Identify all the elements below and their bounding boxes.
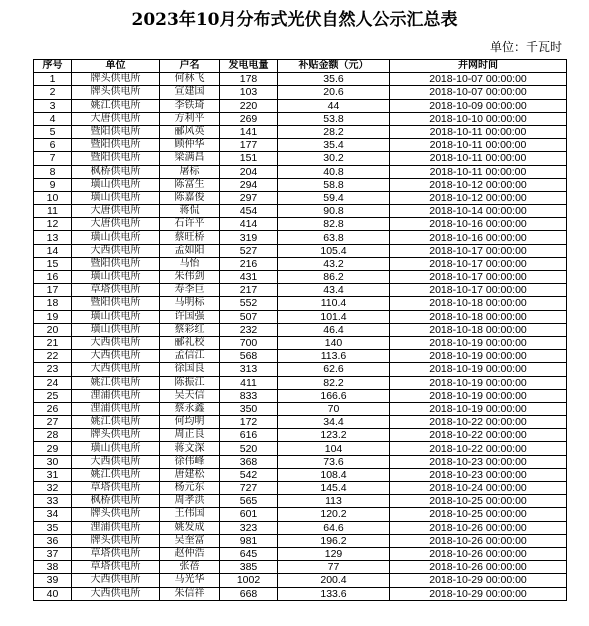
cell-account-name: 朱信祥 — [160, 587, 220, 600]
cell-account-name: 周正良 — [160, 429, 220, 442]
cell-generation: 527 — [220, 244, 278, 257]
cell-generation: 981 — [220, 534, 278, 547]
cell-grid-time: 2018-10-19 00:00:00 — [390, 402, 567, 415]
cell-account-name: 吴天信 — [160, 389, 220, 402]
cell-account-name: 徐国良 — [160, 363, 220, 376]
cell-subsidy: 58.8 — [278, 178, 390, 191]
cell-subsidy: 35.6 — [278, 73, 390, 86]
cell-subsidy: 145.4 — [278, 482, 390, 495]
cell-index: 25 — [34, 389, 72, 402]
cell-grid-time: 2018-10-19 00:00:00 — [390, 376, 567, 389]
unit-label: 单位：千瓦时 — [489, 40, 562, 54]
table-row — [34, 323, 567, 336]
cell-grid-time: 2018-10-14 00:00:00 — [390, 205, 567, 218]
cell-subsidy: 40.8 — [278, 165, 390, 178]
cell-unit: 璜山供电所 — [72, 178, 160, 191]
cell-account-name: 石许平 — [160, 218, 220, 231]
cell-generation: 727 — [220, 482, 278, 495]
cell-subsidy: 140 — [278, 336, 390, 349]
cell-grid-time: 2018-10-26 00:00:00 — [390, 534, 567, 547]
cell-grid-time: 2018-10-29 00:00:00 — [390, 587, 567, 600]
cell-unit: 枫桥供电所 — [72, 165, 160, 178]
cell-index: 27 — [34, 416, 72, 429]
cell-index: 14 — [34, 244, 72, 257]
cell-index: 9 — [34, 178, 72, 191]
cell-subsidy: 90.8 — [278, 205, 390, 218]
cell-account-name: 蒋文深 — [160, 442, 220, 455]
cell-unit: 璜山供电所 — [72, 191, 160, 204]
cell-account-name: 许国强 — [160, 310, 220, 323]
cell-account-name: 孟信江 — [160, 350, 220, 363]
cell-account-name: 徐伟峰 — [160, 455, 220, 468]
cell-index: 7 — [34, 152, 72, 165]
cell-account-name: 陈嘉俊 — [160, 191, 220, 204]
cell-generation: 601 — [220, 508, 278, 521]
cell-grid-time: 2018-10-18 00:00:00 — [390, 323, 567, 336]
cell-generation: 294 — [220, 178, 278, 191]
cell-account-name: 吴奎富 — [160, 534, 220, 547]
cell-generation: 319 — [220, 231, 278, 244]
table-row — [34, 112, 567, 125]
cell-subsidy: 28.2 — [278, 125, 390, 138]
table-row — [34, 99, 567, 112]
cell-subsidy: 82.2 — [278, 376, 390, 389]
cell-generation: 411 — [220, 376, 278, 389]
cell-grid-time: 2018-10-24 00:00:00 — [390, 482, 567, 495]
cell-index: 2 — [34, 86, 72, 99]
table-row — [34, 231, 567, 244]
cell-grid-time: 2018-10-22 00:00:00 — [390, 429, 567, 442]
cell-grid-time: 2018-10-11 00:00:00 — [390, 125, 567, 138]
table-row — [34, 297, 567, 310]
cell-index: 15 — [34, 257, 72, 270]
cell-generation: 431 — [220, 271, 278, 284]
cell-account-name: 蔡旺桥 — [160, 231, 220, 244]
cell-account-name: 姚发成 — [160, 521, 220, 534]
cell-account-name: 蔡永鑫 — [160, 402, 220, 415]
cell-account-name: 屠标 — [160, 165, 220, 178]
table-row — [34, 482, 567, 495]
cell-unit: 姚江供电所 — [72, 99, 160, 112]
cell-unit: 暨阳供电所 — [72, 125, 160, 138]
table-row — [34, 257, 567, 270]
cell-index: 31 — [34, 468, 72, 481]
cell-generation: 668 — [220, 587, 278, 600]
header-index: 序号 — [34, 60, 72, 73]
cell-index: 20 — [34, 323, 72, 336]
cell-grid-time: 2018-10-25 00:00:00 — [390, 495, 567, 508]
cell-account-name: 郦礼校 — [160, 336, 220, 349]
cell-index: 32 — [34, 482, 72, 495]
cell-unit: 草塔供电所 — [72, 482, 160, 495]
cell-index: 24 — [34, 376, 72, 389]
cell-generation: 313 — [220, 363, 278, 376]
cell-unit: 浬浦供电所 — [72, 521, 160, 534]
cell-account-name: 方利平 — [160, 112, 220, 125]
cell-generation: 141 — [220, 125, 278, 138]
cell-subsidy: 43.2 — [278, 257, 390, 270]
cell-generation: 269 — [220, 112, 278, 125]
cell-unit: 浬浦供电所 — [72, 389, 160, 402]
header-unit: 单位 — [72, 60, 160, 73]
cell-index: 19 — [34, 310, 72, 323]
cell-unit: 璜山供电所 — [72, 271, 160, 284]
cell-index: 29 — [34, 442, 72, 455]
cell-subsidy: 53.8 — [278, 112, 390, 125]
table-row — [34, 574, 567, 587]
page-title: 2023年10月分布式光伏自然人公示汇总表 — [131, 10, 458, 30]
cell-index: 8 — [34, 165, 72, 178]
table-row — [34, 455, 567, 468]
cell-generation: 297 — [220, 191, 278, 204]
cell-unit: 牌头供电所 — [72, 508, 160, 521]
cell-generation: 172 — [220, 416, 278, 429]
cell-index: 13 — [34, 231, 72, 244]
cell-account-name: 顾仲华 — [160, 139, 220, 152]
cell-index: 10 — [34, 191, 72, 204]
cell-index: 26 — [34, 402, 72, 415]
table-row — [34, 429, 567, 442]
table-row — [34, 165, 567, 178]
cell-unit: 牌头供电所 — [72, 86, 160, 99]
table-row — [34, 561, 567, 574]
cell-grid-time: 2018-10-17 00:00:00 — [390, 257, 567, 270]
cell-subsidy: 129 — [278, 547, 390, 560]
cell-subsidy: 113.6 — [278, 350, 390, 363]
cell-subsidy: 113 — [278, 495, 390, 508]
summary-table — [33, 59, 567, 601]
cell-generation: 385 — [220, 561, 278, 574]
cell-generation: 552 — [220, 297, 278, 310]
cell-subsidy: 133.6 — [278, 587, 390, 600]
table-row — [34, 416, 567, 429]
cell-unit: 暨阳供电所 — [72, 257, 160, 270]
cell-account-name: 李铁琦 — [160, 99, 220, 112]
cell-unit: 大西供电所 — [72, 587, 160, 600]
cell-grid-time: 2018-10-17 00:00:00 — [390, 271, 567, 284]
cell-generation: 217 — [220, 284, 278, 297]
cell-grid-time: 2018-10-12 00:00:00 — [390, 178, 567, 191]
table-row — [34, 205, 567, 218]
cell-subsidy: 64.6 — [278, 521, 390, 534]
cell-generation: 216 — [220, 257, 278, 270]
cell-unit: 大唐供电所 — [72, 205, 160, 218]
cell-generation: 1002 — [220, 574, 278, 587]
cell-subsidy: 43.4 — [278, 284, 390, 297]
cell-unit: 大西供电所 — [72, 455, 160, 468]
cell-generation: 507 — [220, 310, 278, 323]
cell-index: 4 — [34, 112, 72, 125]
cell-account-name: 蔡彩红 — [160, 323, 220, 336]
cell-subsidy: 62.6 — [278, 363, 390, 376]
cell-unit: 大西供电所 — [72, 363, 160, 376]
cell-grid-time: 2018-10-10 00:00:00 — [390, 112, 567, 125]
cell-grid-time: 2018-10-18 00:00:00 — [390, 310, 567, 323]
header-grid-time: 并网时间 — [390, 60, 567, 73]
cell-grid-time: 2018-10-16 00:00:00 — [390, 218, 567, 231]
cell-index: 3 — [34, 99, 72, 112]
cell-subsidy: 86.2 — [278, 271, 390, 284]
table-row — [34, 534, 567, 547]
cell-subsidy: 44 — [278, 99, 390, 112]
cell-index: 23 — [34, 363, 72, 376]
cell-unit: 暨阳供电所 — [72, 139, 160, 152]
cell-subsidy: 63.8 — [278, 231, 390, 244]
cell-account-name: 马怡 — [160, 257, 220, 270]
table-row — [34, 363, 567, 376]
cell-subsidy: 35.4 — [278, 139, 390, 152]
cell-unit: 大唐供电所 — [72, 218, 160, 231]
cell-subsidy: 34.4 — [278, 416, 390, 429]
cell-grid-time: 2018-10-26 00:00:00 — [390, 547, 567, 560]
cell-account-name: 马光华 — [160, 574, 220, 587]
cell-index: 33 — [34, 495, 72, 508]
table-row — [34, 125, 567, 138]
cell-unit: 大西供电所 — [72, 244, 160, 257]
cell-subsidy: 108.4 — [278, 468, 390, 481]
cell-grid-time: 2018-10-12 00:00:00 — [390, 191, 567, 204]
cell-generation: 220 — [220, 99, 278, 112]
cell-grid-time: 2018-10-11 00:00:00 — [390, 165, 567, 178]
cell-account-name: 陈富生 — [160, 178, 220, 191]
cell-grid-time: 2018-10-19 00:00:00 — [390, 389, 567, 402]
table-row — [34, 178, 567, 191]
cell-index: 35 — [34, 521, 72, 534]
cell-unit: 浬浦供电所 — [72, 402, 160, 415]
cell-unit: 枫桥供电所 — [72, 495, 160, 508]
cell-unit: 草塔供电所 — [72, 561, 160, 574]
cell-subsidy: 166.6 — [278, 389, 390, 402]
header-account-name: 户名 — [160, 60, 220, 73]
cell-grid-time: 2018-10-29 00:00:00 — [390, 574, 567, 587]
cell-index: 11 — [34, 205, 72, 218]
table-row — [34, 152, 567, 165]
cell-unit: 姚江供电所 — [72, 376, 160, 389]
cell-grid-time: 2018-10-07 00:00:00 — [390, 86, 567, 99]
cell-index: 34 — [34, 508, 72, 521]
cell-subsidy: 110.4 — [278, 297, 390, 310]
cell-account-name: 寿李巨 — [160, 284, 220, 297]
cell-account-name: 张蓓 — [160, 561, 220, 574]
cell-generation: 368 — [220, 455, 278, 468]
cell-unit: 牌头供电所 — [72, 73, 160, 86]
cell-unit: 大唐供电所 — [72, 112, 160, 125]
cell-subsidy: 30.2 — [278, 152, 390, 165]
cell-index: 5 — [34, 125, 72, 138]
cell-generation: 700 — [220, 336, 278, 349]
cell-unit: 牌头供电所 — [72, 429, 160, 442]
cell-account-name: 何林飞 — [160, 73, 220, 86]
cell-unit: 草塔供电所 — [72, 284, 160, 297]
cell-account-name: 朱伟剑 — [160, 271, 220, 284]
cell-unit: 姚江供电所 — [72, 468, 160, 481]
cell-grid-time: 2018-10-09 00:00:00 — [390, 99, 567, 112]
table-row — [34, 350, 567, 363]
cell-subsidy: 70 — [278, 402, 390, 415]
cell-grid-time: 2018-10-18 00:00:00 — [390, 297, 567, 310]
cell-subsidy: 82.8 — [278, 218, 390, 231]
cell-grid-time: 2018-10-23 00:00:00 — [390, 455, 567, 468]
table-row — [34, 508, 567, 521]
cell-generation: 103 — [220, 86, 278, 99]
table-row — [34, 284, 567, 297]
cell-unit: 姚江供电所 — [72, 416, 160, 429]
cell-generation: 568 — [220, 350, 278, 363]
cell-generation: 565 — [220, 495, 278, 508]
cell-index: 22 — [34, 350, 72, 363]
cell-generation: 350 — [220, 402, 278, 415]
cell-subsidy: 120.2 — [278, 508, 390, 521]
cell-grid-time: 2018-10-22 00:00:00 — [390, 442, 567, 455]
cell-grid-time: 2018-10-17 00:00:00 — [390, 244, 567, 257]
cell-grid-time: 2018-10-26 00:00:00 — [390, 521, 567, 534]
cell-subsidy: 46.4 — [278, 323, 390, 336]
header-subsidy: 补贴金额（元） — [278, 60, 390, 73]
table-row — [34, 73, 567, 86]
cell-subsidy: 200.4 — [278, 574, 390, 587]
cell-unit: 大西供电所 — [72, 350, 160, 363]
table-row — [34, 376, 567, 389]
cell-grid-time: 2018-10-17 00:00:00 — [390, 284, 567, 297]
cell-account-name: 郦风英 — [160, 125, 220, 138]
table-row — [34, 587, 567, 600]
cell-account-name: 何均明 — [160, 416, 220, 429]
cell-account-name: 梁满昌 — [160, 152, 220, 165]
cell-account-name: 唐建松 — [160, 468, 220, 481]
cell-unit: 草塔供电所 — [72, 547, 160, 560]
cell-generation: 178 — [220, 73, 278, 86]
cell-index: 12 — [34, 218, 72, 231]
cell-subsidy: 196.2 — [278, 534, 390, 547]
cell-grid-time: 2018-10-16 00:00:00 — [390, 231, 567, 244]
table-body — [34, 73, 567, 601]
cell-grid-time: 2018-10-19 00:00:00 — [390, 363, 567, 376]
cell-account-name: 陈振江 — [160, 376, 220, 389]
cell-generation: 177 — [220, 139, 278, 152]
cell-index: 6 — [34, 139, 72, 152]
cell-account-name: 王伟国 — [160, 508, 220, 521]
cell-index: 36 — [34, 534, 72, 547]
cell-generation: 833 — [220, 389, 278, 402]
table-row — [34, 244, 567, 257]
cell-index: 37 — [34, 547, 72, 560]
header-generation: 发电电量 — [220, 60, 278, 73]
cell-generation: 323 — [220, 521, 278, 534]
cell-subsidy: 73.6 — [278, 455, 390, 468]
table-row — [34, 191, 567, 204]
cell-subsidy: 59.4 — [278, 191, 390, 204]
table-row — [34, 310, 567, 323]
cell-subsidy: 77 — [278, 561, 390, 574]
cell-index: 28 — [34, 429, 72, 442]
cell-grid-time: 2018-10-19 00:00:00 — [390, 350, 567, 363]
cell-grid-time: 2018-10-19 00:00:00 — [390, 336, 567, 349]
table-row — [34, 139, 567, 152]
cell-unit: 璜山供电所 — [72, 231, 160, 244]
table-row — [34, 218, 567, 231]
table-row — [34, 468, 567, 481]
cell-unit: 暨阳供电所 — [72, 152, 160, 165]
cell-subsidy: 104 — [278, 442, 390, 455]
cell-index: 21 — [34, 336, 72, 349]
table-row — [34, 547, 567, 560]
cell-unit: 牌头供电所 — [72, 534, 160, 547]
cell-account-name: 孟如阳 — [160, 244, 220, 257]
table-header-row — [34, 60, 567, 73]
cell-generation: 520 — [220, 442, 278, 455]
cell-unit: 璜山供电所 — [72, 310, 160, 323]
cell-unit: 璜山供电所 — [72, 323, 160, 336]
cell-grid-time: 2018-10-07 00:00:00 — [390, 73, 567, 86]
cell-generation: 414 — [220, 218, 278, 231]
cell-index: 38 — [34, 561, 72, 574]
cell-index: 1 — [34, 73, 72, 86]
cell-account-name: 周孝洪 — [160, 495, 220, 508]
table-row — [34, 521, 567, 534]
cell-grid-time: 2018-10-26 00:00:00 — [390, 561, 567, 574]
cell-generation: 151 — [220, 152, 278, 165]
table-row — [34, 495, 567, 508]
cell-generation: 204 — [220, 165, 278, 178]
cell-generation: 454 — [220, 205, 278, 218]
table-row — [34, 86, 567, 99]
table-row — [34, 442, 567, 455]
cell-unit: 暨阳供电所 — [72, 297, 160, 310]
cell-account-name: 宣建国 — [160, 86, 220, 99]
cell-account-name: 赵仲浩 — [160, 547, 220, 560]
cell-grid-time: 2018-10-22 00:00:00 — [390, 416, 567, 429]
cell-unit: 大西供电所 — [72, 574, 160, 587]
cell-grid-time: 2018-10-11 00:00:00 — [390, 152, 567, 165]
cell-subsidy: 20.6 — [278, 86, 390, 99]
cell-index: 30 — [34, 455, 72, 468]
cell-index: 16 — [34, 271, 72, 284]
cell-index: 40 — [34, 587, 72, 600]
cell-grid-time: 2018-10-11 00:00:00 — [390, 139, 567, 152]
cell-index: 39 — [34, 574, 72, 587]
cell-generation: 616 — [220, 429, 278, 442]
cell-subsidy: 123.2 — [278, 429, 390, 442]
cell-unit: 大西供电所 — [72, 336, 160, 349]
cell-subsidy: 105.4 — [278, 244, 390, 257]
cell-account-name: 蒋侃 — [160, 205, 220, 218]
table-row — [34, 336, 567, 349]
cell-unit: 璜山供电所 — [72, 442, 160, 455]
cell-account-name: 杨元东 — [160, 482, 220, 495]
cell-generation: 645 — [220, 547, 278, 560]
cell-account-name: 马明标 — [160, 297, 220, 310]
cell-generation: 232 — [220, 323, 278, 336]
cell-index: 18 — [34, 297, 72, 310]
table-row — [34, 402, 567, 415]
table-row — [34, 389, 567, 402]
cell-subsidy: 101.4 — [278, 310, 390, 323]
cell-index: 17 — [34, 284, 72, 297]
cell-grid-time: 2018-10-23 00:00:00 — [390, 468, 567, 481]
cell-grid-time: 2018-10-25 00:00:00 — [390, 508, 567, 521]
table-row — [34, 271, 567, 284]
cell-generation: 542 — [220, 468, 278, 481]
